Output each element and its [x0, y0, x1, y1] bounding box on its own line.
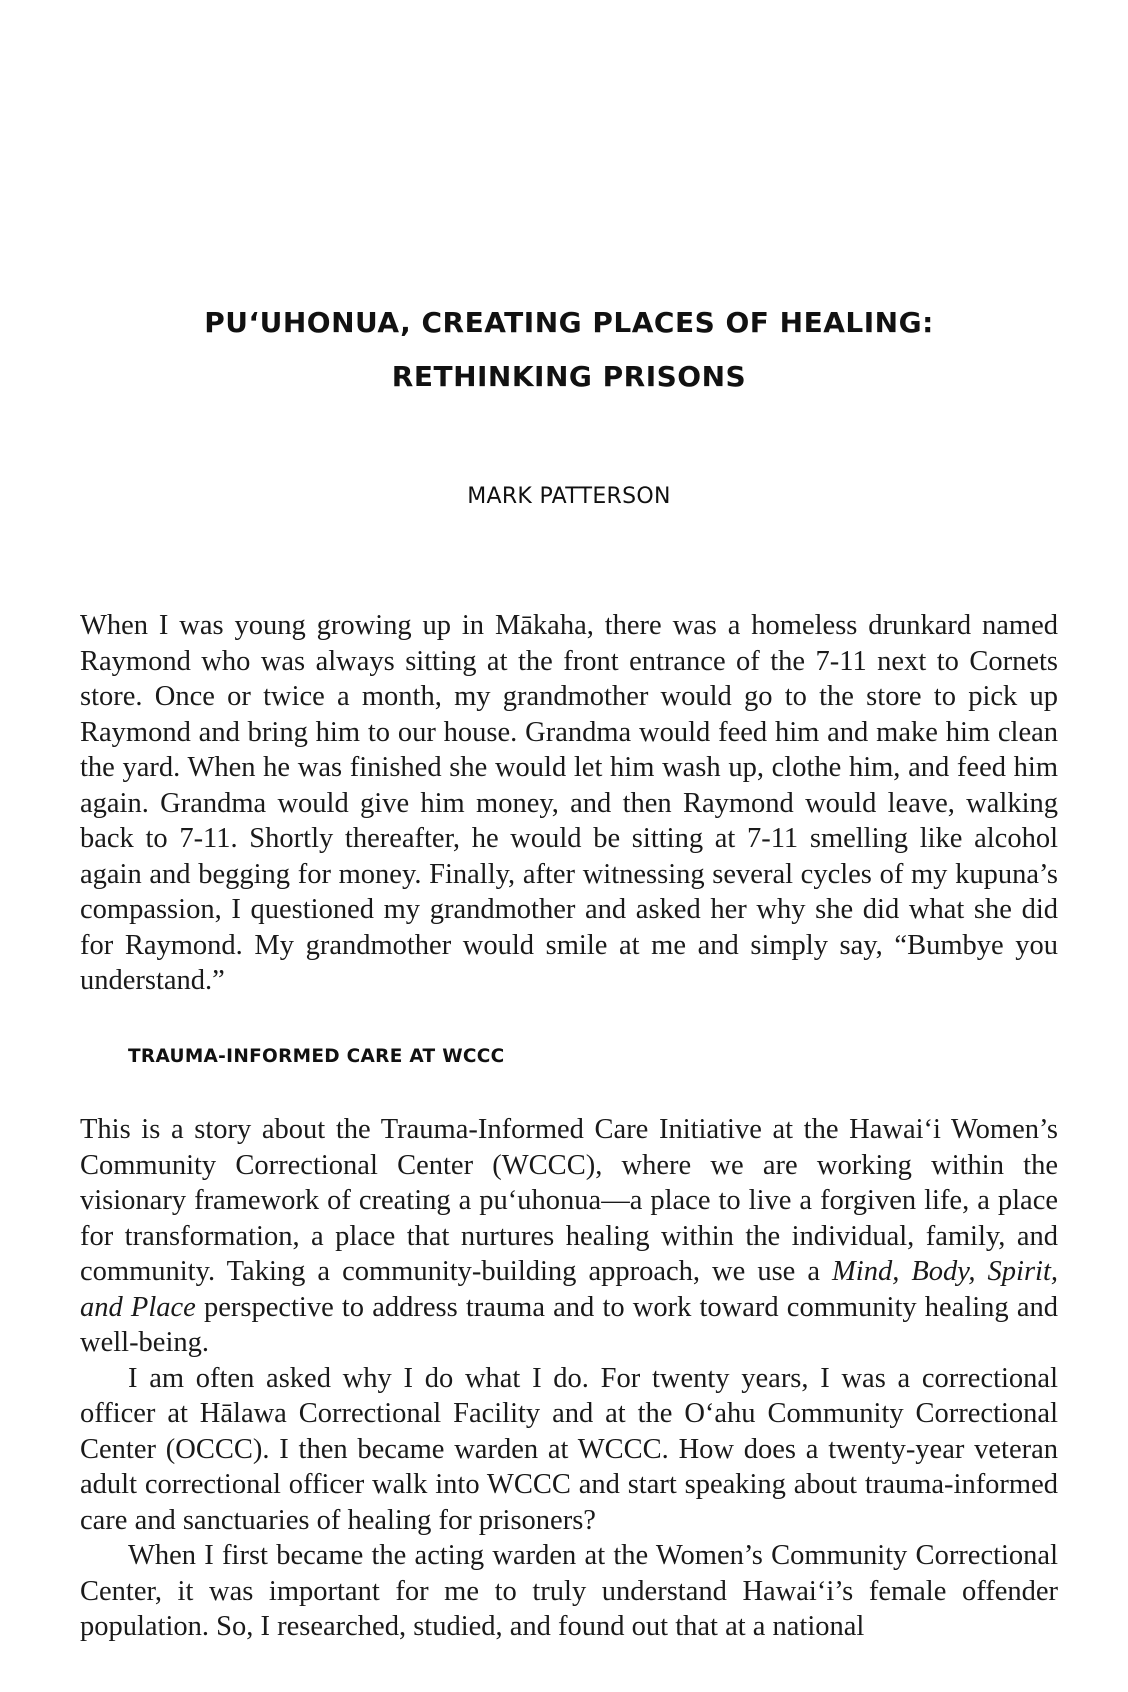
intro-paragraph: When I was young growing up in Mākaha, there was a homeless drunkard named Raymond who was always sitting at the front entrance of the 7-11 next to Cornets store. Once or twice a month, my grandmother would go to the store to pick up Raymond and bring him to our house. Grandma would feed him and make him clean the yard. When he was finished she would let him wash up, clothe him, and feed him again. Grandma would give him money, and then Raymond would leave, walking back to 7-11. Shortly thereafter, he would be sitting at 7-11 smelling like alcohol again and begging for money. Finally, after witnessing several cycles of my kupuna’s compassion, I questioned my grandmother and asked her why she did what she did for Raymond. My grandmother would smile at me and simply say, “Bumbye you understand.” — [80, 610, 1058, 996]
section-body — [80, 1112, 1058, 1645]
section-paragraph-1-text-b: perspective to address trauma and to work toward community healing and well-being. — [80, 1291, 1058, 1358]
section-paragraph-1 — [80, 1112, 1058, 1361]
document-page — [80, 0, 1058, 1692]
section-paragraph-3: When I first became the acting warden at the Women’s Community Correctional Center, it was important for me to truly understand Hawai‘i’s female offender population. So, I researched, studied, and found out that at a national — [80, 1540, 1058, 1642]
chapter-title-line-2: RETHINKING PRISONS — [391, 360, 747, 393]
chapter-title — [80, 296, 1058, 404]
chapter-title-line-1: PU‘UHONUA, CREATING PLACES OF HEALING: — [204, 306, 934, 339]
author-name: MARK PATTERSON — [467, 484, 671, 509]
section-paragraph-2: I am often asked why I do what I do. For twenty years, I was a correctional officer at Hālawa Correctional Facility and at the O‘ahu Community Correctional Center (OCCC). I then became warden at WCCC. How does a twenty-year veteran adult correctional officer walk into WCCC and start speaking about trauma-informed care and sanctuaries of healing for prisoners? — [80, 1362, 1058, 1536]
section-paragraph-1-text-a: This is a story about the Trauma-Informed Care Initiative at the Hawai‘i Women’s Community Correctional Center (WCCC), where we are working within the visionary framework of creating a pu‘uhonua—a place to live a forgiven life, a place for transformation, a place that nurtures healing within the individual, family, and community. Taking a community-building approach, we use a — [80, 1114, 1058, 1287]
section-paragraph-1-italic: Mind, Body, Spirit, and Place — [80, 1256, 1058, 1323]
section-heading: TRAUMA-INFORMED CARE AT WCCC — [128, 1046, 505, 1067]
